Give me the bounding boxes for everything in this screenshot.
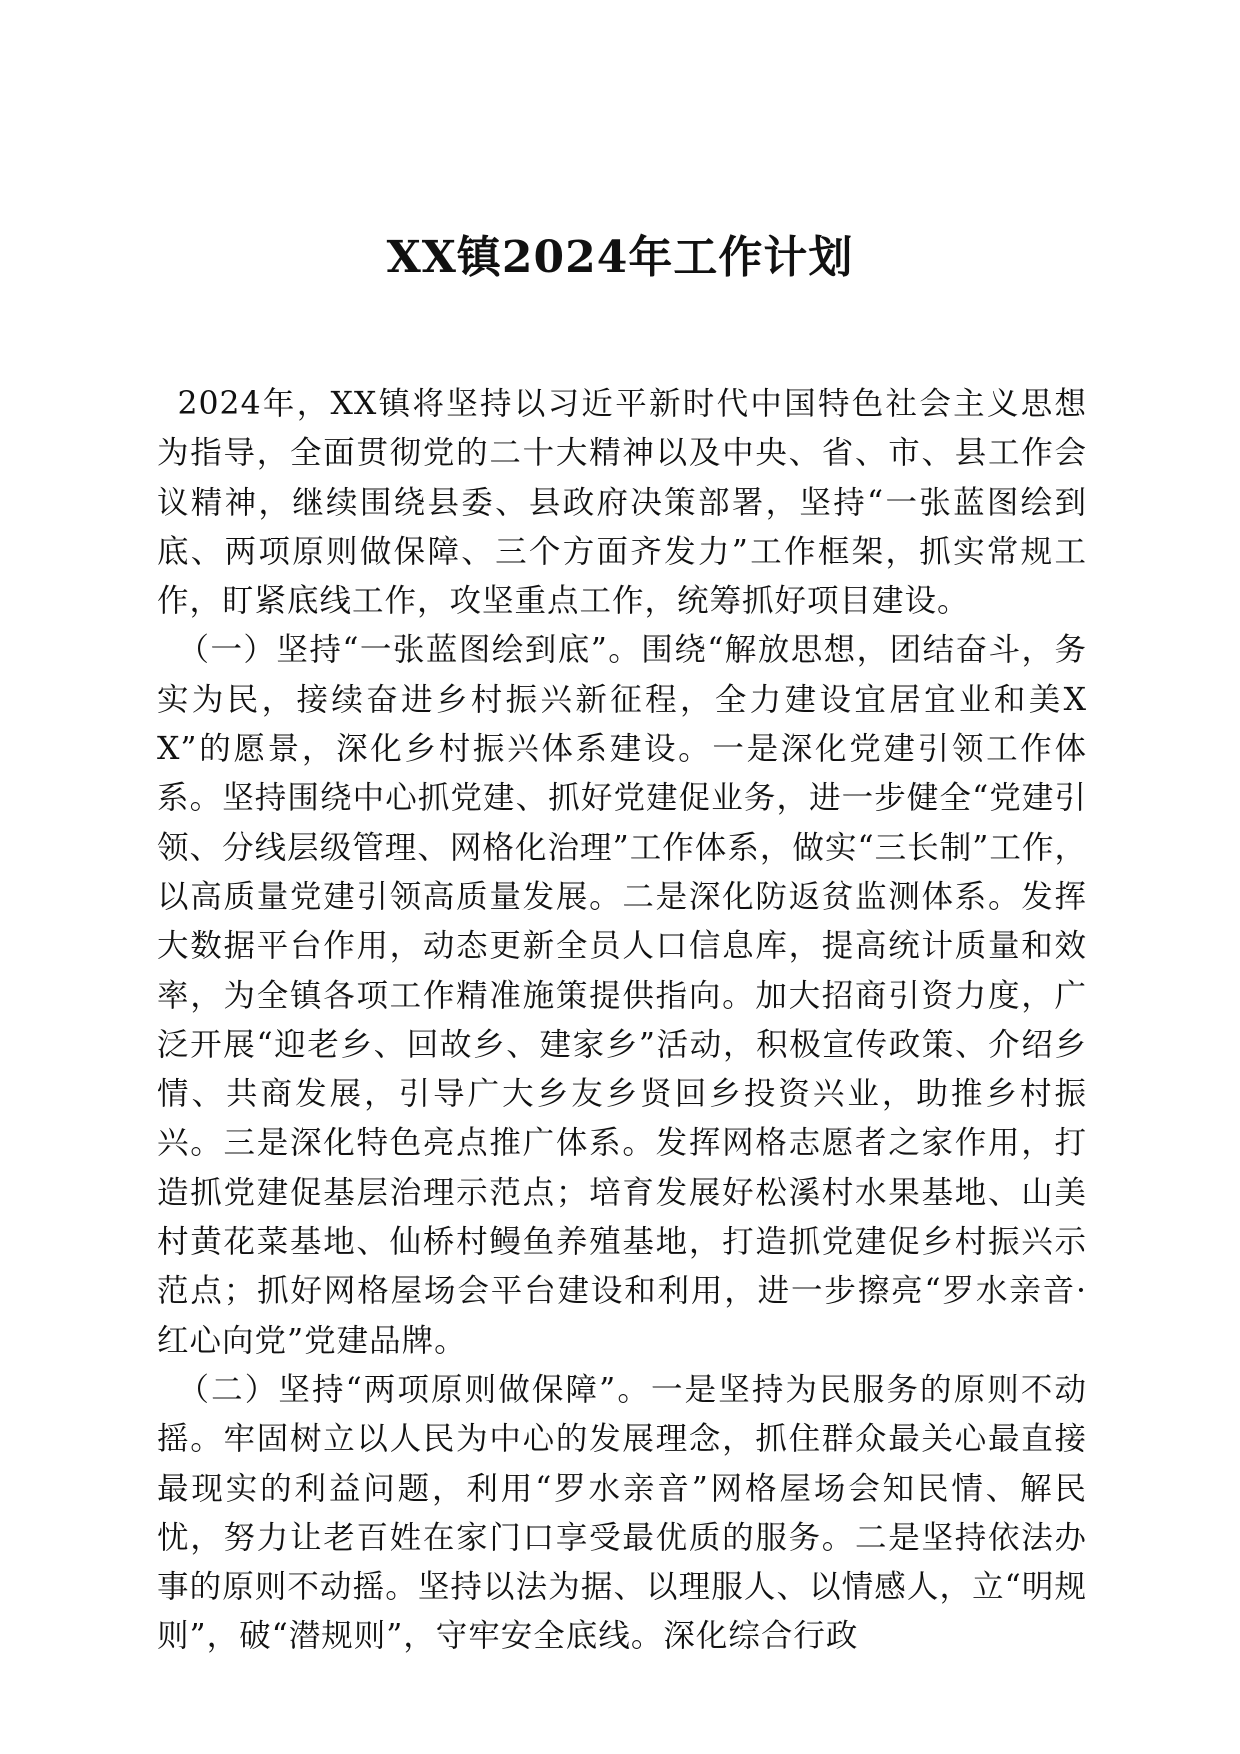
document-title: XX镇2024年工作计划 bbox=[386, 232, 854, 283]
paragraph-section-2: （二）坚持“两项原则做保障”。一是坚持为民服务的原则不动摇。牢固树立以人民为中心的发展理念，抓住群众最关心最直接最现实的利益问题，利用“罗水亲音”网格屋场会知民情、解民忧，努力让老百姓在家门口享受最优质的服务。二是坚持依法办事的原则不动摇。坚持以法为据、以理服人、以情感人，立“明规则”，破“潜规则”，守牢安全底线。深化综合行政 bbox=[157, 1371, 1087, 1655]
paragraph-intro: 2024年，XX镇将坚持以习近平新时代中国特色社会主义思想为指导，全面贯彻党的二十大精神以及中央、省、市、县工作会议精神，继续围绕县委、县政府决策部署，坚持“一张蓝图绘到底、两项原则做保障、三个方面齐发力”工作框架，抓实常规工作，盯紧底线工作，攻坚重点工作，统筹抓好项目建设。 bbox=[157, 386, 1087, 620]
document-body bbox=[157, 380, 1087, 1662]
paragraph-section-1: （一）坚持“一张蓝图绘到底”。围绕“解放思想，团结奋斗，务实为民，接续奋进乡村振兴新征程，全力建设宜居宜业和美XX”的愿景，深化乡村振兴体系建设。一是深化党建引领工作体系。坚持围绕中心抓党建、抓好党建促业务，进一步健全“党建引领、分线层级管理、网格化治理”工作体系，做实“三长制”工作，以高质量党建引领高质量发展。二是深化防返贫监测体系。发挥大数据平台作用，动态更新全员人口信息库，提高统计质量和效率，为全镇各项工作精准施策提供指向。加大招商引资力度，广泛开展“迎老乡、回故乡、建家乡”活动，积极宣传政策、介绍乡情、共商发展，引导广大乡友乡贤回乡投资兴业，助推乡村振兴。三是深化特色亮点推广体系。发挥网格志愿者之家作用，打造抓党建促基层治理示范点；培育发展好松溪村水果基地、山美村黄花菜基地、仙桥村鳗鱼养殖基地，打造抓党建促乡村振兴示范点；抓好网格屋场会平台建设和利用，进一步擦亮“罗水亲音·红心向党”党建品牌。 bbox=[157, 632, 1087, 1359]
